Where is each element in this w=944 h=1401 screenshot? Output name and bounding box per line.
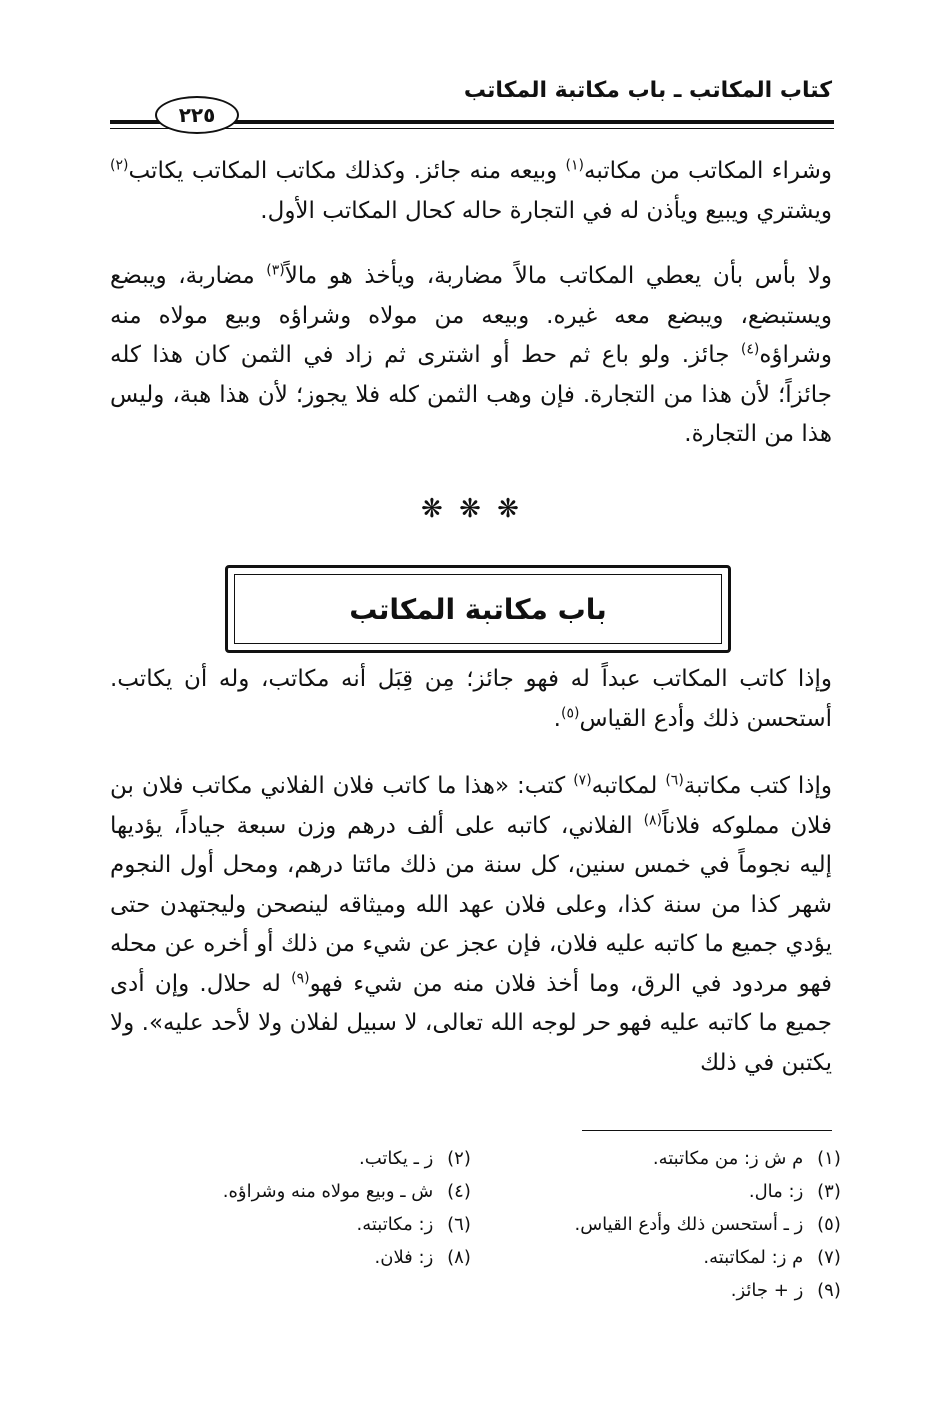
- footnote-7: [703, 1247, 849, 1279]
- page-number-text: ٢٢٥: [178, 103, 216, 127]
- paragraph-text: له حلال. وإن أدى جميع ما كاتبه عليه فهو حر لوجه الله تعالى، لا سبيل لفلان ولا لأحد عليه». ولا يكتبن في ذلك: [110, 970, 832, 1076]
- footnote-text: ز ـ يكاتب.: [359, 1148, 434, 1169]
- footnote-marker: (٣): [266, 262, 285, 279]
- chapter-heading-inner: [234, 574, 722, 644]
- paragraph-text: كتب: «هذا ما كاتب فلان الفلاني مكاتب فلان بن فلان مملوكه فلاناً: [110, 773, 832, 839]
- paragraph-text: وشراء المكاتب من مكاتبه: [583, 158, 832, 184]
- footnote-8: [375, 1247, 480, 1279]
- chapter-title: باب مكاتبة المكاتب: [349, 592, 607, 626]
- paragraph-text: لمكاتبه: [591, 773, 666, 799]
- paragraph-text: وإذا كاتب المكاتب عبداً له فهو جائز؛ مِن قِبَل أنه مكاتب، وله أن يكاتب. أستحسن ذلك وأدع القياس: [110, 666, 832, 732]
- paragraph-text: ولا بأس بأن يعطي المكاتب مالاً مضاربة، ويأخذ هو مالاً: [284, 263, 832, 289]
- footnote-number: (٦): [447, 1214, 471, 1235]
- footnote-number: (١): [817, 1148, 841, 1169]
- footnote-9: [731, 1280, 849, 1312]
- chapter-heading-frame: [225, 565, 731, 653]
- footnote-text: ز + جائز.: [730, 1280, 804, 1301]
- footnote-number: (٨): [447, 1247, 471, 1268]
- footnote-5: [574, 1214, 849, 1246]
- footnote-number: (٤): [447, 1181, 471, 1202]
- paragraph-1: [110, 152, 832, 231]
- footnote-marker: (٢): [110, 157, 129, 174]
- running-title: كتاب المكاتب ـ باب مكاتبة المكاتب: [463, 78, 832, 103]
- footnote-text: ز ـ أستحسن ذلك وأدع القياس.: [574, 1214, 804, 1235]
- footnote-marker: (٧): [573, 772, 592, 789]
- paragraph-text: جائز. ولو باع ثم حط أو اشترى ثم زاد في الثمن كان هذا كله جائزاً؛ لأن هذا من التجارة. فإن وهب الثمن كله فلا يجوز؛ لأن هذا هبة، وليس هذا من التجارة.: [110, 342, 832, 447]
- footnote-marker: (٩): [291, 969, 310, 986]
- paragraph-text: ويشتري ويبيع ويأذن له في التجارة حاله كحال المكاتب الأول.: [260, 197, 832, 224]
- paragraph-4: [110, 767, 832, 1083]
- footnote-marker: (٨): [643, 811, 663, 828]
- paragraph-text: .: [553, 705, 561, 732]
- footnote-number: (٥): [817, 1214, 841, 1235]
- paragraph-3: [110, 660, 832, 739]
- footnote-text: ز: مال.: [748, 1181, 804, 1202]
- footnote-6: [356, 1214, 479, 1246]
- footnote-text: ز: مكاتبته.: [356, 1214, 434, 1235]
- page-number: [155, 96, 239, 134]
- paragraph-text: وإذا كتب مكاتبة: [683, 773, 832, 799]
- footnote-number: (٩): [817, 1280, 841, 1301]
- footnote-marker: (٦): [665, 772, 684, 789]
- footnote-text: ش ـ وبيع مولاه منه وشراؤه.: [222, 1181, 434, 1202]
- footnote-marker: (١): [565, 157, 584, 174]
- footnote-4: [223, 1181, 479, 1213]
- footnote-text: م ز: لمكاتبته.: [703, 1247, 804, 1268]
- footnote-text: م ش ز: من مكاتبته.: [652, 1148, 804, 1169]
- footnote-3: [749, 1181, 849, 1213]
- paragraph-text: مضاربة، ويبضع ويستبضع، ويبضع معه غيره. وبيعه من مولاه وشراؤه وبيع مولاه منه وشراؤه: [110, 263, 832, 368]
- paragraph-text: الفلاني، كاتبه على ألف درهم وزن سبعة جياداً، يؤديها إليه نجوماً في خمس سنين، كل سنة من ذلك مائتا درهم، ومحل أول النجوم شهر كذا من سنة كذا، وعلى فلان عهد الله وميثاقه لينصحن وليجتهدن حتى يؤدي جميع ما كاتبه عليه فلان، فإن عجز عن شيء من ذلك أو أخره عن محله فهو مردود في الرق، وما أخذ فلان منه من شيء فهو: [110, 812, 832, 997]
- footnote-number: (٧): [817, 1247, 841, 1268]
- section-separator: ❋ ❋ ❋: [421, 494, 523, 524]
- footnote-marker: (٥): [560, 704, 580, 721]
- footnote-2: [359, 1148, 479, 1180]
- footnote-text: ز: فلان.: [374, 1247, 434, 1268]
- footnote-rule: [582, 1130, 832, 1131]
- footnote-number: (٣): [817, 1181, 841, 1202]
- paragraph-2: [110, 257, 832, 455]
- footnote-number: (٢): [447, 1148, 471, 1169]
- footnote-marker: (٤): [740, 341, 760, 358]
- footnote-1: [653, 1148, 849, 1180]
- paragraph-text: وبيعه منه جائز. وكذلك مكاتب المكاتب يكاتب: [128, 158, 566, 184]
